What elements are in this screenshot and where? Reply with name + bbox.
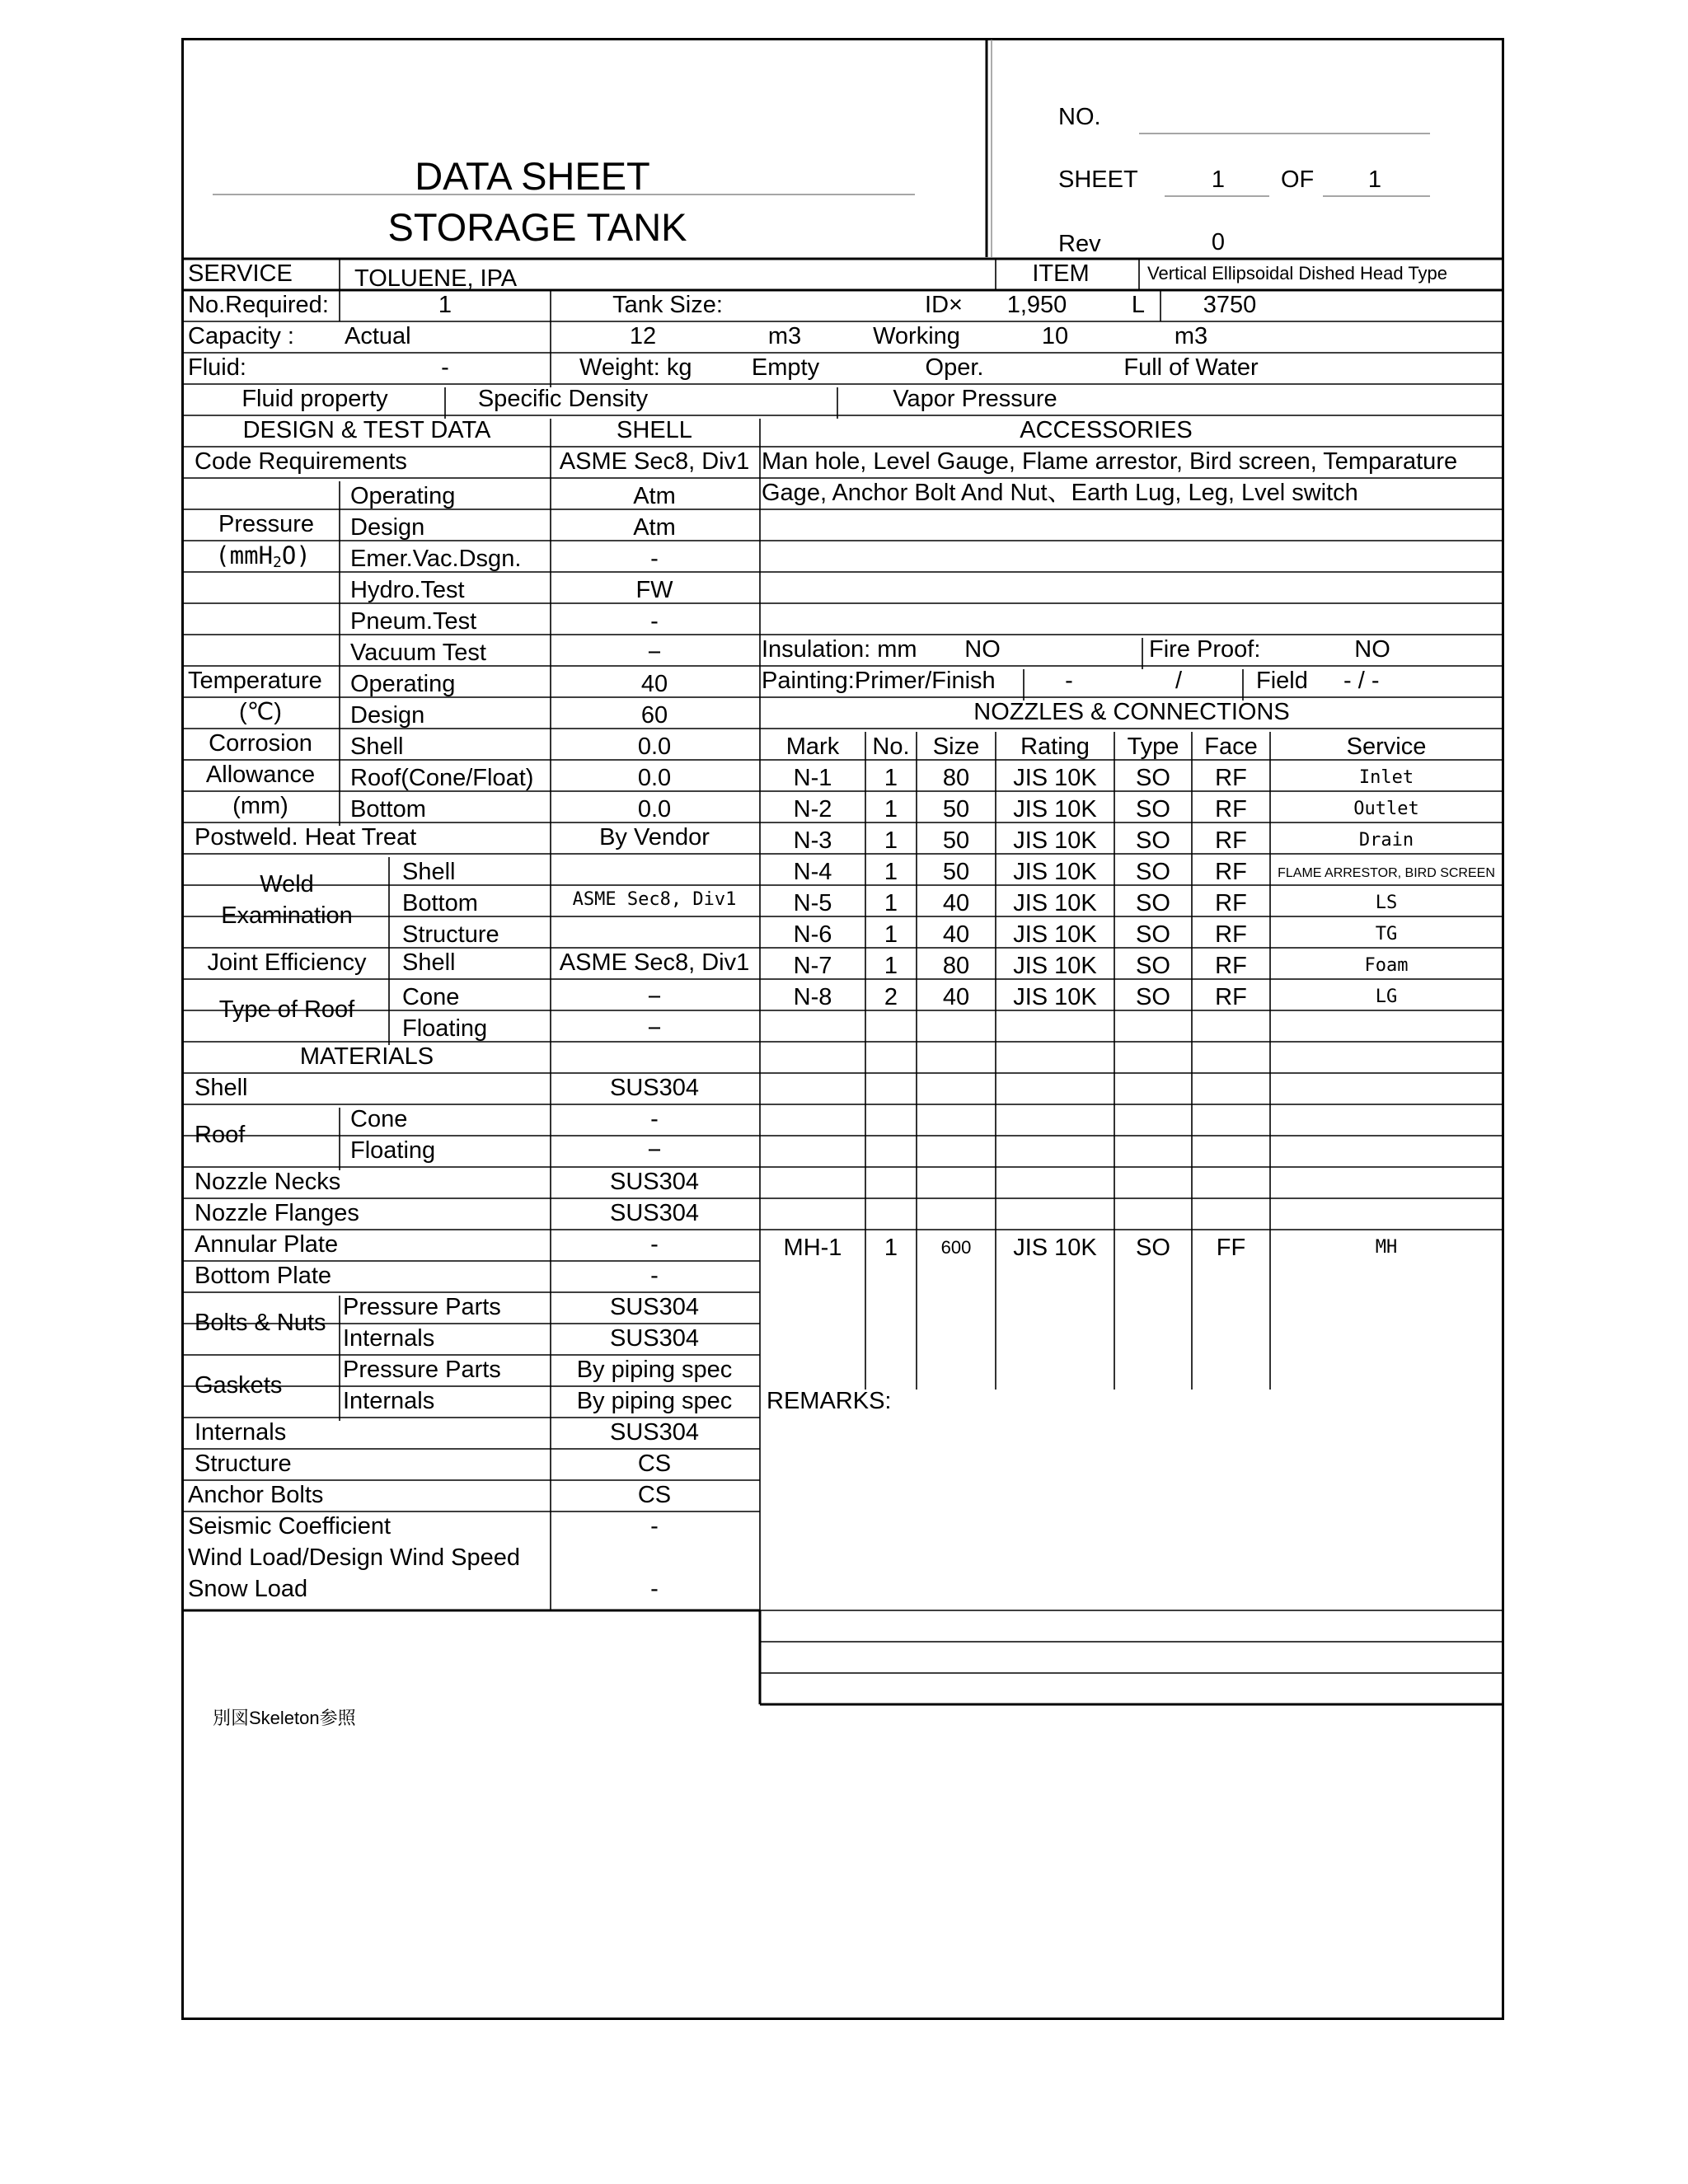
capacity-label: Capacity : xyxy=(188,323,294,349)
item-value: Vertical Ellipsoidal Dished Head Type xyxy=(1147,263,1448,284)
roof-type-row-label: Floating xyxy=(402,1015,488,1042)
nozzle-cell: JIS 10K xyxy=(1013,796,1097,823)
rev-label: Rev xyxy=(1058,231,1101,257)
nozzle-cell: 1 xyxy=(884,859,898,885)
nozzle-cell: SO xyxy=(1136,890,1170,916)
id-label: ID× xyxy=(925,292,963,318)
corrosion-label-2: Allowance xyxy=(205,762,316,788)
nozzle-cell: Drain xyxy=(1358,830,1414,851)
nozzle-cell: 1 xyxy=(884,1235,898,1261)
nozzle-cell: RF xyxy=(1215,827,1247,854)
mat-anchor-value: CS xyxy=(637,1482,672,1508)
nozzle-cell: SO xyxy=(1136,921,1170,948)
pressure-row-value: - xyxy=(650,546,659,572)
mat-bolts-internals-label: Internals xyxy=(343,1325,435,1352)
nozzle-cell: N-4 xyxy=(793,859,832,885)
temperature-row-label: Operating xyxy=(350,671,456,697)
nozzle-cell: N-8 xyxy=(793,984,832,1010)
mat-nozzle-necks-label: Nozzle Necks xyxy=(195,1169,341,1195)
fluid-value: - xyxy=(441,354,449,381)
working-label: Working xyxy=(873,323,960,349)
actual-unit: m3 xyxy=(767,323,802,349)
service-value: TOLUENE, IPA xyxy=(354,265,518,292)
nozzles-section-label: NOZZLES & CONNECTIONS xyxy=(973,699,1290,725)
nozzle-cell: RF xyxy=(1215,796,1247,823)
shell-col-label: SHELL xyxy=(617,417,692,443)
nozzle-header: Type xyxy=(1127,733,1179,760)
nozzle-cell: N-3 xyxy=(793,827,832,854)
nozzle-cell: SO xyxy=(1136,953,1170,979)
mat-shell-label: Shell xyxy=(195,1075,248,1101)
sheet-label: SHEET xyxy=(1058,166,1138,193)
pressure-row-label: Operating xyxy=(350,483,456,509)
nozzle-cell: TG xyxy=(1375,924,1398,944)
pressure-row-label: Pneum.Test xyxy=(350,608,477,635)
painting-primer: - xyxy=(1065,668,1073,694)
fireproof-label: Fire Proof: xyxy=(1149,636,1261,663)
corrosion-label-1: Corrosion xyxy=(209,730,312,757)
actual-label: Actual xyxy=(345,323,411,349)
temperature-label: Temperature xyxy=(188,668,322,694)
no-label: NO. xyxy=(1058,104,1101,130)
accessories-line1: Man hole, Level Gauge, Flame arrestor, Bird screen, Temparature xyxy=(762,448,1458,475)
nozzle-cell: RF xyxy=(1215,953,1247,979)
mat-gaskets-pressure-value: By piping spec xyxy=(576,1357,733,1383)
nozzle-cell: 80 xyxy=(942,953,970,979)
insulation-value: NO xyxy=(964,636,1001,663)
roof-type-row-label: Cone xyxy=(402,984,460,1010)
full-water-label: Full of Water xyxy=(1123,354,1259,381)
nozzle-cell: 1 xyxy=(884,765,898,791)
corrosion-row-label: Shell xyxy=(350,733,404,760)
joint-sub: Shell xyxy=(402,949,456,976)
mat-bolts-internals-value: SUS304 xyxy=(609,1325,700,1352)
roof-type-row-value: − xyxy=(647,1015,662,1042)
nozzle-cell: 1 xyxy=(884,827,898,854)
insulation-label: Insulation: mm xyxy=(762,636,917,663)
pwht-label: Postweld. Heat Treat xyxy=(195,824,417,851)
service-label: SERVICE xyxy=(188,260,293,287)
nozzle-header: Size xyxy=(932,733,980,760)
corrosion-row-label: Bottom xyxy=(350,796,426,823)
no-required-label: No.Required: xyxy=(188,292,329,318)
nozzle-cell: LS xyxy=(1375,893,1398,913)
pressure-row-value: Atm xyxy=(633,514,676,541)
nozzle-cell: 40 xyxy=(942,984,970,1010)
tank-size-label: Tank Size: xyxy=(612,292,723,318)
fluid-property-label: Fluid property xyxy=(241,386,388,412)
nozzle-cell: 50 xyxy=(942,796,970,823)
nozzle-cell: N-1 xyxy=(793,765,832,791)
accessories-line2: Gage, Anchor Bolt And Nut、Earth Lug, Leg, Lvel switch xyxy=(762,480,1358,506)
mat-structure-value: CS xyxy=(637,1451,672,1477)
mat-nozzle-flanges-label: Nozzle Flanges xyxy=(195,1200,359,1226)
specific-density-label: Specific Density xyxy=(477,386,649,412)
code-req-label: Code Requirements xyxy=(195,448,407,475)
vapor-pressure-label: Vapor Pressure xyxy=(893,386,1057,412)
mat-gaskets-internals-value: By piping spec xyxy=(576,1388,733,1414)
corrosion-row-label: Roof(Cone/Float) xyxy=(350,765,534,791)
pressure-label: Pressure xyxy=(218,511,315,537)
roof-type-row-value: − xyxy=(647,984,662,1010)
mat-bottom-plate-value: - xyxy=(650,1263,659,1289)
field-label: Field xyxy=(1256,668,1308,694)
working-unit: m3 xyxy=(1174,323,1208,349)
nozzle-cell: FF xyxy=(1216,1235,1246,1261)
nozzle-cell: FLAME ARRESTOR, BIRD SCREEN xyxy=(1278,866,1495,880)
joint-label: Joint Efficiency xyxy=(207,949,367,976)
l-label: L xyxy=(1131,292,1146,318)
mat-shell-value: SUS304 xyxy=(609,1075,700,1101)
mat-structure-label: Structure xyxy=(195,1451,292,1477)
sheet-total: 1 xyxy=(1367,166,1382,193)
nozzle-cell: SO xyxy=(1136,1235,1170,1261)
nozzle-cell: JIS 10K xyxy=(1013,827,1097,854)
nozzle-cell: SO xyxy=(1136,859,1170,885)
nozzle-cell: LG xyxy=(1375,987,1398,1007)
pressure-row-value: − xyxy=(647,640,662,666)
nozzle-cell: Outlet xyxy=(1353,799,1419,819)
nozzle-header: Rating xyxy=(1020,733,1090,760)
mat-annular-value: - xyxy=(650,1231,659,1258)
weld-value: ASME Sec8, Div1 xyxy=(572,889,737,910)
mat-roof-cone-value: - xyxy=(650,1106,659,1132)
weld-row-label: Bottom xyxy=(402,890,478,916)
mat-bolts-pressure-label: Pressure Parts xyxy=(343,1294,501,1320)
nozzle-cell: SO xyxy=(1136,827,1170,854)
field-value: - / - xyxy=(1343,668,1380,694)
roof-type-label: Type of Roof xyxy=(218,996,355,1023)
pressure-unit: (mmH$_2$O) xyxy=(215,541,311,571)
joint-value: ASME Sec8, Div1 xyxy=(559,949,750,976)
nozzle-cell: RF xyxy=(1215,765,1247,791)
design-section-label: DESIGN & TEST DATA xyxy=(242,417,491,443)
title-line2: STORAGE TANK xyxy=(387,205,687,249)
nozzle-cell: JIS 10K xyxy=(1013,890,1097,916)
nozzle-cell: SO xyxy=(1136,984,1170,1010)
mat-gaskets-label: Gaskets xyxy=(195,1372,283,1399)
id-value: 1,950 xyxy=(1006,292,1067,318)
nozzle-cell: RF xyxy=(1215,921,1247,948)
corrosion-row-value: 0.0 xyxy=(637,796,672,823)
l-value: 3750 xyxy=(1203,292,1257,318)
weld-label-1: Weld xyxy=(260,871,314,898)
nozzle-cell: 600 xyxy=(940,1237,972,1258)
mat-snow-label: Snow Load xyxy=(188,1576,308,1602)
nozzle-cell: 1 xyxy=(884,953,898,979)
weld-label-2: Examination xyxy=(221,902,353,929)
materials-section-label: MATERIALS xyxy=(299,1043,434,1070)
corrosion-row-value: 0.0 xyxy=(637,733,672,760)
nozzle-cell: JIS 10K xyxy=(1013,921,1097,948)
mat-roof-floating-label: Floating xyxy=(350,1137,436,1164)
pressure-row-value: FW xyxy=(635,577,673,603)
title-line1: DATA SHEET xyxy=(415,154,650,198)
mat-bottom-plate-label: Bottom Plate xyxy=(195,1263,332,1289)
nozzle-header: Mark xyxy=(785,733,840,760)
actual-value: 12 xyxy=(629,323,657,349)
weight-label: Weight: kg xyxy=(579,354,692,381)
nozzle-header: Service xyxy=(1346,733,1427,760)
pressure-row-label: Design xyxy=(350,514,425,541)
nozzle-cell: JIS 10K xyxy=(1013,859,1097,885)
nozzle-cell: N-7 xyxy=(793,953,832,979)
rev-value: 0 xyxy=(1211,229,1226,255)
nozzle-cell: JIS 10K xyxy=(1013,1235,1097,1261)
no-required-value: 1 xyxy=(438,292,452,318)
nozzle-cell: N-5 xyxy=(793,890,832,916)
mat-roof-label: Roof xyxy=(195,1122,246,1148)
mat-anchor-label: Anchor Bolts xyxy=(188,1482,324,1508)
nozzle-cell: SO xyxy=(1136,765,1170,791)
skeleton-note: 別図Skeleton参照 xyxy=(213,1708,356,1728)
nozzle-cell: 50 xyxy=(942,859,970,885)
remarks-label: REMARKS: xyxy=(767,1388,892,1414)
pressure-row-label: Emer.Vac.Dsgn. xyxy=(350,546,522,572)
item-label: ITEM xyxy=(1032,260,1090,287)
mat-seismic-label: Seismic Coefficient xyxy=(188,1513,392,1540)
mat-gaskets-pressure-label: Pressure Parts xyxy=(343,1357,501,1383)
corrosion-row-value: 0.0 xyxy=(637,765,672,791)
pressure-row-label: Hydro.Test xyxy=(350,577,465,603)
pressure-row-value: - xyxy=(650,608,659,635)
of-label: OF xyxy=(1281,166,1315,193)
mat-gaskets-internals-label: Internals xyxy=(343,1388,435,1414)
nozzle-cell: JIS 10K xyxy=(1013,953,1097,979)
nozzle-cell: JIS 10K xyxy=(1013,765,1097,791)
mat-roof-floating-value: − xyxy=(647,1137,662,1164)
nozzle-cell: 80 xyxy=(942,765,970,791)
oper-label: Oper. xyxy=(925,354,984,381)
mat-roof-cone-label: Cone xyxy=(350,1106,408,1132)
mat-seismic-value: - xyxy=(650,1513,659,1540)
mat-nozzle-flanges-value: SUS304 xyxy=(609,1200,700,1226)
pressure-row-value: Atm xyxy=(633,483,676,509)
fireproof-value: NO xyxy=(1354,636,1390,663)
painting-slash: / xyxy=(1175,668,1183,694)
mat-internals-value: SUS304 xyxy=(609,1419,700,1446)
code-req-value: ASME Sec8, Div1 xyxy=(559,448,750,475)
weld-row-label: Shell xyxy=(402,859,456,885)
mat-internals-label: Internals xyxy=(195,1419,287,1446)
empty-label: Empty xyxy=(751,354,820,381)
mat-nozzle-necks-value: SUS304 xyxy=(609,1169,700,1195)
nozzle-cell: N-6 xyxy=(793,921,832,948)
nozzle-header: No. xyxy=(872,733,910,760)
painting-label: Painting:Primer/Finish xyxy=(762,668,996,694)
nozzle-cell: Foam xyxy=(1364,955,1409,976)
mat-bolts-label: Bolts & Nuts xyxy=(195,1310,326,1336)
temperature-unit: (℃) xyxy=(239,699,282,725)
mat-annular-label: Annular Plate xyxy=(195,1231,339,1258)
nozzle-cell: 1 xyxy=(884,796,898,823)
nozzle-cell: SO xyxy=(1136,796,1170,823)
nozzle-cell: 40 xyxy=(942,921,970,948)
nozzle-cell: RF xyxy=(1215,859,1247,885)
temperature-row-value: 40 xyxy=(640,671,668,697)
nozzle-cell: 2 xyxy=(884,984,898,1010)
pressure-row-label: Vacuum Test xyxy=(350,640,486,666)
nozzle-cell: JIS 10K xyxy=(1013,984,1097,1010)
nozzle-cell: MH-1 xyxy=(783,1235,842,1261)
sheet-no: 1 xyxy=(1211,166,1226,193)
nozzle-cell: 40 xyxy=(942,890,970,916)
nozzle-cell: N-2 xyxy=(793,796,832,823)
mat-snow-value: - xyxy=(650,1576,659,1602)
nozzle-cell: 1 xyxy=(884,921,898,948)
weld-row-label: Structure xyxy=(402,921,499,948)
mat-bolts-pressure-value: SUS304 xyxy=(609,1294,700,1320)
mat-wind-label: Wind Load/Design Wind Speed xyxy=(188,1544,521,1571)
fluid-label: Fluid: xyxy=(188,354,246,381)
nozzle-header: Face xyxy=(1204,733,1258,760)
nozzle-cell: Inlet xyxy=(1358,767,1414,788)
corrosion-label-3: (mm) xyxy=(232,793,288,819)
nozzle-cell: 50 xyxy=(942,827,970,854)
temperature-row-label: Design xyxy=(350,702,425,729)
working-value: 10 xyxy=(1041,323,1069,349)
nozzle-cell: RF xyxy=(1215,984,1247,1010)
nozzle-cell: MH xyxy=(1375,1237,1398,1258)
nozzle-cell: RF xyxy=(1215,890,1247,916)
pwht-value: By Vendor xyxy=(599,824,710,851)
accessories-section-label: ACCESSORIES xyxy=(1020,417,1193,443)
nozzle-cell: 1 xyxy=(884,890,898,916)
temperature-row-value: 60 xyxy=(640,702,668,729)
